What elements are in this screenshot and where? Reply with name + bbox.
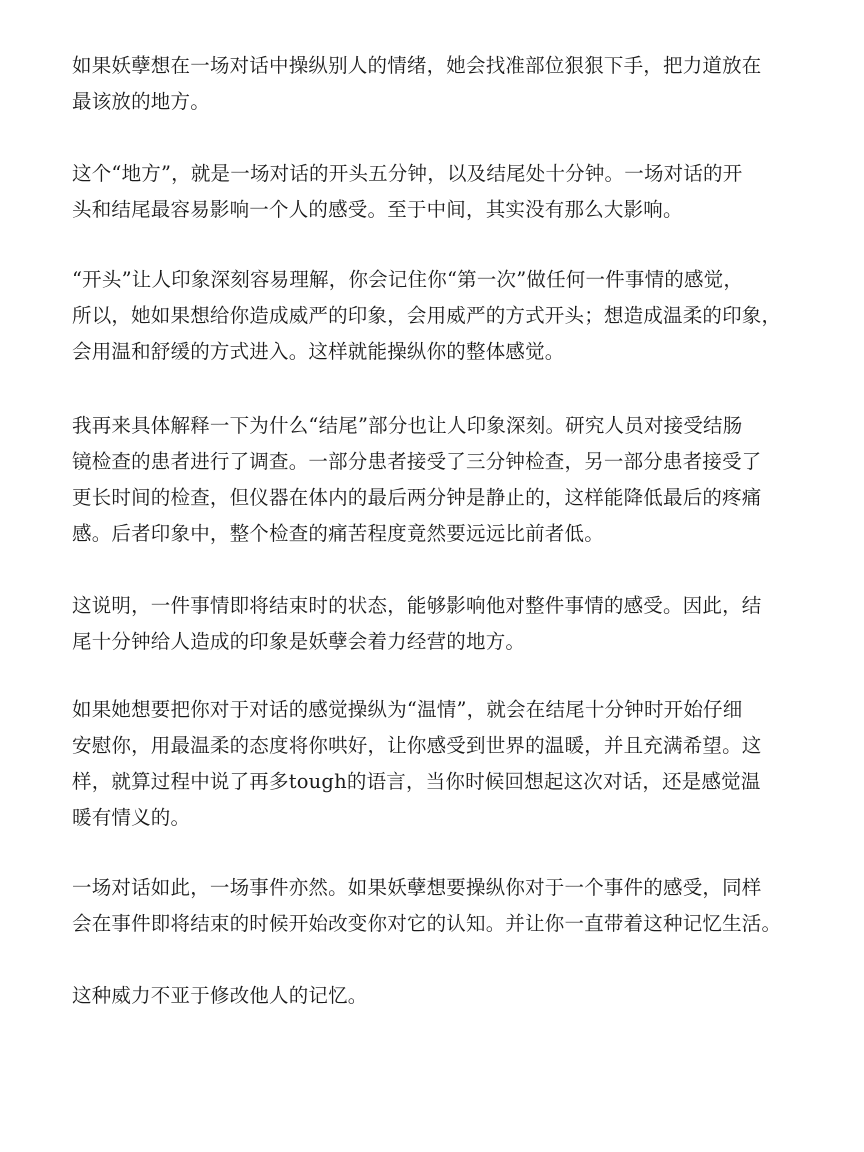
text-line: 暖有情义的。 <box>72 806 191 829</box>
text-line: 这说明，一件事情即将结束时的状态，能够影响他对整件事情的感受。因此，结 <box>72 594 762 617</box>
text-line: 会用温和舒缓的方式进入。这样就能操纵你的整体感觉。 <box>72 340 565 363</box>
text-line: “开头”让人印象深刻容易理解，你会记住你“第一次”做任何一件事情的感觉， <box>72 268 744 291</box>
text-line: 如果她想要把你对于对话的感觉操纵为“温情”，就会在结尾十分钟时开始仔细 <box>72 698 743 721</box>
text-line: 头和结尾最容易影响一个人的感受。至于中间，其实没有那么大影响。 <box>72 198 683 221</box>
text-line: 这个“地方”，就是一场对话的开头五分钟，以及结尾处十分钟。一场对话的开 <box>72 162 743 185</box>
text-line: 尾十分钟给人造成的印象是妖孽会着力经营的地方。 <box>72 630 526 653</box>
paragraph-8 <box>72 978 852 1014</box>
text-line: 一场对话如此，一场事件亦然。如果妖孽想要操纵你对于一个事件的感受，同样 <box>72 876 762 899</box>
paragraph-2 <box>72 156 852 228</box>
paragraph-1 <box>72 48 852 120</box>
paragraph-4 <box>72 408 852 552</box>
paragraph-5 <box>72 588 852 660</box>
text-line: 样，就算过程中说了再多tough的语言，当你时候回想起这次对话，还是感觉温 <box>72 770 761 793</box>
text-line: 如果妖孽想在一场对话中操纵别人的情绪，她会找准部位狠狠下手，把力道放在 <box>72 54 762 77</box>
text-line: 更长时间的检查，但仪器在体内的最后两分钟是静止的，这样能降低最后的疼痛 <box>72 486 762 509</box>
text-line: 我再来具体解释一下为什么“结尾”部分也让人印象深刻。研究人员对接受结肠 <box>72 414 743 437</box>
paragraph-7 <box>72 870 852 942</box>
text-line: 最该放的地方。 <box>72 90 210 113</box>
paragraph-3 <box>72 262 852 370</box>
text-line: 安慰你，用最温柔的态度将你哄好，让你感受到世界的温暖，并且充满希望。这 <box>72 734 762 757</box>
text-line: 所以，她如果想给你造成威严的印象，会用威严的方式开头；想造成温柔的印象， <box>72 304 782 327</box>
text-line: 镜检查的患者进行了调查。一部分患者接受了三分钟检查，另一部分患者接受了 <box>72 450 762 473</box>
text-line: 感。后者印象中，整个检查的痛苦程度竟然要远远比前者低。 <box>72 522 604 545</box>
text-line: 会在事件即将结束的时候开始改变你对它的认知。并让你一直带着这种记忆生活。 <box>72 912 782 935</box>
text-line: 这种威力不亚于修改他人的记忆。 <box>72 984 368 1007</box>
paragraph-6 <box>72 692 852 836</box>
